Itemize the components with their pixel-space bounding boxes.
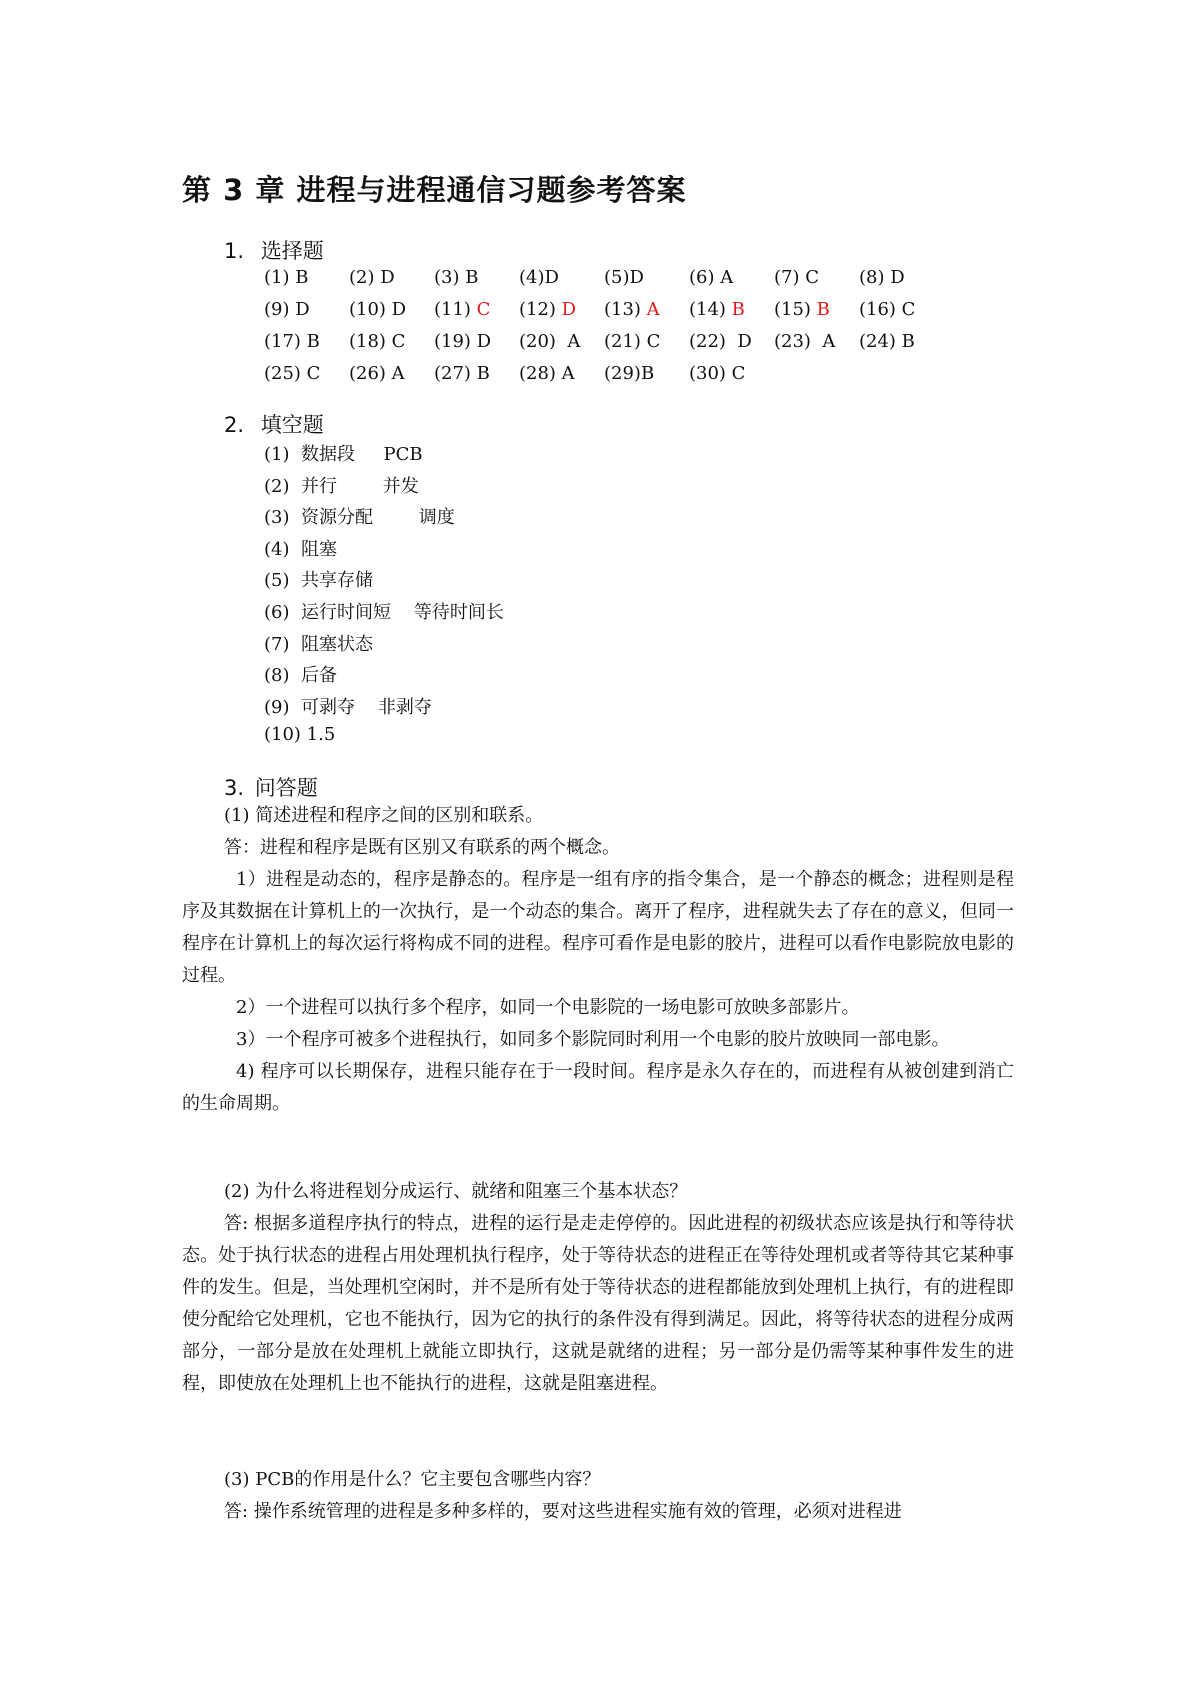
- question-number: (4): [519, 267, 545, 288]
- choice-answer: [349, 267, 395, 288]
- section-number: 3.: [224, 776, 245, 800]
- answer-letter: C: [805, 267, 819, 288]
- choice-answer: [689, 363, 745, 384]
- section-heading-qa: [224, 772, 318, 802]
- answer-letter: A: [391, 363, 405, 384]
- answer-letter: C: [306, 363, 321, 384]
- section-heading-fill: [224, 409, 324, 439]
- question-number: (21): [604, 331, 647, 352]
- question-number: (20): [519, 331, 568, 352]
- choice-answer: [774, 267, 819, 288]
- choice-answer: [434, 331, 491, 352]
- answer-letter: C: [901, 299, 916, 320]
- fill-answer-item: (3) 资源分配 调度: [264, 507, 455, 529]
- question-number: (23): [774, 331, 823, 352]
- fill-answer-item: (9) 可剥夺 非剥夺: [264, 696, 432, 718]
- answer-letter: B: [901, 331, 915, 352]
- choice-answer: [519, 363, 575, 384]
- question-number: (3): [434, 267, 466, 288]
- question-3: (3) PCB的作用是什么？它主要包含哪些内容？: [224, 1469, 601, 1490]
- choice-answer: [349, 331, 405, 352]
- choice-answer: [264, 299, 310, 320]
- fill-answer-list: [264, 440, 504, 756]
- choice-answer: [264, 331, 320, 352]
- qa-block-2: [182, 1176, 1014, 1400]
- question-number: (16): [859, 299, 902, 320]
- answer-letter: C: [731, 363, 746, 384]
- fill-answer-item: (4) 阻塞: [264, 538, 337, 560]
- answer-letter: B: [640, 363, 655, 384]
- choice-answer: [604, 299, 660, 320]
- question-number: (28): [519, 363, 562, 384]
- choice-answer: [349, 299, 406, 320]
- choice-answer: [604, 331, 660, 352]
- answer-letter: C: [476, 299, 491, 320]
- answer-letter: D: [391, 299, 407, 320]
- question-number: (12): [519, 299, 562, 320]
- choice-answer: [774, 299, 830, 320]
- answer-letter: A: [822, 331, 836, 352]
- answer-letter: B: [465, 267, 479, 288]
- answer-letter: B: [306, 331, 320, 352]
- answer-letter: D: [629, 267, 644, 288]
- question-number: (2): [349, 267, 381, 288]
- qa-block-1: [182, 800, 1014, 1120]
- question-number: (14): [689, 299, 732, 320]
- question-1: (1) 简述进程和程序之间的区别和联系。: [224, 805, 544, 826]
- answer-1-point-1: 1）进程是动态的，程序是静态的。程序是一组有序的指令集合，是一个静态的概念；进程则是程序及其数据在计算机上的一次执行，是一个动态的集合。离开了程序，进程就失去了存在的意义，但同一程序在计算机上的每次运行将构成不同的进程。程序可看作是电影的胶片，进程可以看作电影院放电影的过程。: [182, 869, 1014, 986]
- question-number: (11): [434, 299, 477, 320]
- choice-answer: [859, 267, 905, 288]
- choice-answer: [264, 267, 308, 288]
- choice-answer: [689, 267, 733, 288]
- section-heading-choice: [224, 235, 324, 265]
- fill-answer-item: (10) 1.5: [264, 724, 336, 746]
- choice-answer: [859, 299, 915, 320]
- question-number: (26): [349, 363, 392, 384]
- answer-1-point-2: 2）一个进程可以执行多个程序，如同一个电影院的一场电影可放映多部影片。: [236, 997, 860, 1018]
- question-number: (29): [604, 363, 641, 384]
- section-label: 填空题: [260, 413, 324, 437]
- answer-letter: D: [544, 267, 559, 288]
- fill-answer-item: (7) 阻塞状态: [264, 633, 373, 655]
- answer-1-intro: 答：进程和程序是既有区别又有联系的两个概念。: [224, 837, 620, 858]
- question-number: (13): [604, 299, 647, 320]
- question-number: (9): [264, 299, 296, 320]
- answer-letter: D: [295, 299, 310, 320]
- question-number: (19): [434, 331, 477, 352]
- answer-letter: B: [731, 299, 745, 320]
- choice-answer: [434, 267, 478, 288]
- answer-2: 答: 根据多道程序执行的特点，进程的运行是走走停停的。因此进程的初级状态应该是执行和等待状态。处于执行状态的进程占用处理机执行程序，处于等待状态的进程正在等待处理机或者等待其它某种事件的发生。但是，当处理机空闲时，并不是所有处于等待状态的进程都能放到处理机上执行，有的进程即使分配给它处理机，它也不能执行，因为它的执行的条件没有得到满足。因此，将等待状态的进程分成两部分，一部分是放在处理机上就能立即执行，这就是就绪的进程；另一部分是仍需等某种事件发生的进程，即使放在处理机上也不能执行的进程，这就是阻塞进程。: [182, 1213, 1014, 1394]
- answer-letter: D: [380, 267, 395, 288]
- choice-answer: [604, 363, 654, 384]
- question-number: (1): [264, 267, 296, 288]
- question-number: (30): [689, 363, 732, 384]
- answer-letter: C: [646, 331, 661, 352]
- answer-letter: A: [646, 299, 660, 320]
- fill-answer-item: (6) 运行时间短 等待时间长: [264, 601, 504, 623]
- choice-answer: [264, 363, 320, 384]
- answer-letter: D: [737, 331, 752, 352]
- choice-answer: [519, 299, 576, 320]
- choice-answer: [774, 331, 835, 352]
- qa-block-3: [182, 1464, 1014, 1528]
- answer-letter: B: [476, 363, 490, 384]
- answer-letter: A: [720, 267, 734, 288]
- section-label: 选择题: [260, 239, 324, 263]
- question-number: (5): [604, 267, 630, 288]
- choice-answer: [689, 331, 752, 352]
- answer-letter: D: [476, 331, 492, 352]
- question-number: (17): [264, 331, 307, 352]
- answer-letter: A: [561, 363, 575, 384]
- section-label: 问答题: [254, 776, 318, 800]
- answer-3: 答: 操作系统管理的进程是多种多样的，要对这些进程实施有效的管理，必须对进程进: [224, 1501, 902, 1522]
- answer-1-point-3: 3）一个程序可被多个进程执行，如同多个影院同时利用一个电影的胶片放映同一部电影。: [236, 1029, 950, 1050]
- question-number: (22): [689, 331, 738, 352]
- choice-answer: [859, 331, 915, 352]
- section-number: 2.: [224, 413, 245, 437]
- fill-answer-item: (5) 共享存储: [264, 570, 373, 592]
- question-number: (15): [774, 299, 817, 320]
- answer-letter: D: [561, 299, 577, 320]
- question-number: (18): [349, 331, 392, 352]
- question-number: (27): [434, 363, 477, 384]
- choice-answer: [689, 299, 745, 320]
- answer-letter: B: [816, 299, 830, 320]
- question-number: (25): [264, 363, 307, 384]
- question-2: (2) 为什么将进程划分成运行、就绪和阻塞三个基本状态？: [224, 1181, 688, 1202]
- choice-answer: [349, 363, 405, 384]
- question-number: (24): [859, 331, 902, 352]
- question-number: (6): [689, 267, 721, 288]
- choice-answer: [434, 363, 490, 384]
- answer-letter: B: [295, 267, 309, 288]
- fill-answer-item: (2) 并行 并发: [264, 475, 419, 497]
- section-number: 1.: [224, 239, 245, 263]
- fill-answer-item: (1) 数据段 PCB: [264, 444, 423, 465]
- answer-1-point-4: 4) 程序可以长期保存，进程只能存在于一段时间。程序是永久存在的，而进程有从被创建到消亡的生命周期。: [182, 1061, 1014, 1114]
- fill-answer-item: (8) 后备: [264, 665, 337, 687]
- page-title: 第 3 章 进程与进程通信习题参考答案: [182, 173, 687, 207]
- choice-answer: [604, 267, 644, 288]
- question-number: (7): [774, 267, 806, 288]
- question-number: (8): [859, 267, 891, 288]
- choice-answer: [434, 299, 490, 320]
- question-number: (10): [349, 299, 392, 320]
- answer-letter: A: [567, 331, 581, 352]
- choice-answer: [519, 267, 559, 288]
- answer-letter: C: [391, 331, 406, 352]
- answer-letter: D: [890, 267, 905, 288]
- choice-answer: [519, 331, 580, 352]
